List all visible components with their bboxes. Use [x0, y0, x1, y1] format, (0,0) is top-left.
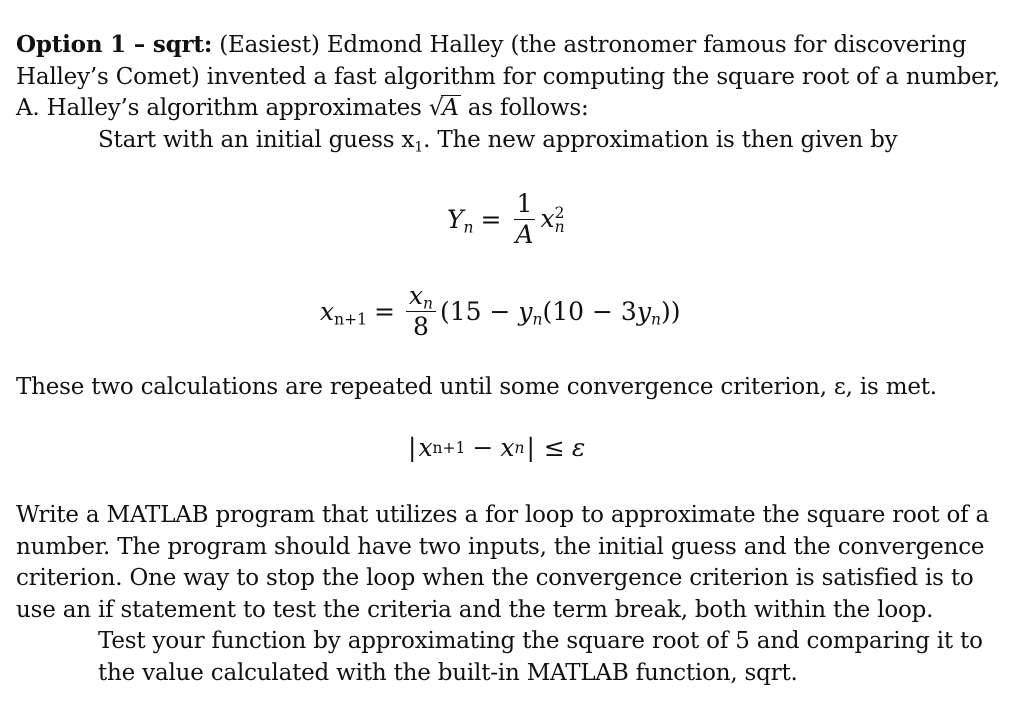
eq1-denominator: A	[515, 220, 534, 249]
eq2-open: (15 −	[440, 297, 519, 326]
eq2-equals: =	[373, 297, 395, 326]
eq2-lhs	[320, 297, 367, 329]
equation-xn-plus-1	[320, 282, 680, 341]
eq2-close: ))	[660, 297, 681, 326]
instructions-text: Write a MATLAB program that utilizes a for loop to approximate the square root of a number. The program should have two inputs, the initial guess and the convergence criterion. One way to stop the loop when the convergence criterion is satisfied is to use an if statement to test the criteria and the term break, both within the loop.	[16, 502, 990, 623]
eq3-x1: x	[418, 433, 433, 462]
radical-sign: √	[428, 95, 444, 121]
instructions-paragraph	[16, 500, 1006, 689]
convergence-paragraph: These two calculations are repeated until some convergence criterion, ε, is met.	[16, 374, 937, 400]
eq1-lhs-sub: n	[463, 218, 474, 237]
inline-sqrt	[429, 93, 461, 125]
eq2-y1: y	[518, 297, 533, 326]
eq1-fraction	[512, 190, 536, 249]
eq2-num-var: x	[408, 281, 424, 310]
intro-text-1: (Easiest) Edmond Halley (the astronomer famous for discovering Halley’s Comet) invented a fast algorithm for computing the square root of a number, A. Halley’s algorithm approximates	[16, 32, 1000, 121]
option-label: Option 1 – sqrt:	[16, 31, 213, 58]
eq3-minus: −	[472, 433, 494, 462]
eq1-lhs	[447, 205, 474, 237]
test-line-wrap	[16, 626, 1006, 689]
eq1-numerator: 1	[514, 190, 536, 220]
eq1-sub: n	[554, 218, 565, 237]
eq2-y1-sub: n	[532, 310, 543, 329]
equation-yn	[447, 190, 565, 249]
eq1-equals: =	[480, 205, 502, 234]
eq3-x2: x	[500, 433, 515, 462]
eq2-rhs	[440, 297, 681, 329]
eq1-script-stack	[554, 203, 565, 237]
intro-paragraph	[16, 29, 1006, 156]
initial-guess-text-end: . The new approximation is then given by	[423, 126, 898, 153]
eq2-y2-sub: n	[650, 310, 661, 329]
eq2-mid: (10 − 3	[542, 297, 637, 326]
eq3-bar-close: |	[526, 433, 535, 462]
eq1-sup: 2	[554, 203, 565, 222]
eq3-leq: ≤	[543, 433, 565, 462]
eq3-epsilon: ε	[571, 433, 586, 462]
eq2-lhs-sub: n+1	[334, 310, 367, 329]
eq1-term	[541, 204, 565, 235]
intro-text-2: as follows:	[460, 95, 589, 121]
eq2-numerator	[406, 282, 436, 312]
initial-guess-line	[16, 125, 1006, 157]
eq2-lhs-var: x	[320, 297, 335, 326]
eq2-y2: y	[636, 297, 651, 326]
sqrt-radicand: A	[442, 95, 459, 121]
eq2-num-sub: n	[423, 294, 433, 313]
eq2-denominator: 8	[413, 312, 429, 341]
eq3-bar-open: |	[408, 433, 417, 462]
eq1-var: x	[540, 203, 555, 233]
initial-guess-text: Start with an initial guess x	[98, 126, 415, 153]
initial-guess-subscript: 1	[414, 138, 424, 155]
eq2-fraction	[406, 282, 436, 341]
test-line: Test your function by approximating the square root of 5 and comparing it to the value calculated with the built-in MATLAB function, sqrt.	[98, 628, 983, 686]
equation-convergence: | x n+1 − x n | ≤ ε	[408, 433, 586, 462]
eq1-lhs-var: Y	[447, 205, 464, 234]
